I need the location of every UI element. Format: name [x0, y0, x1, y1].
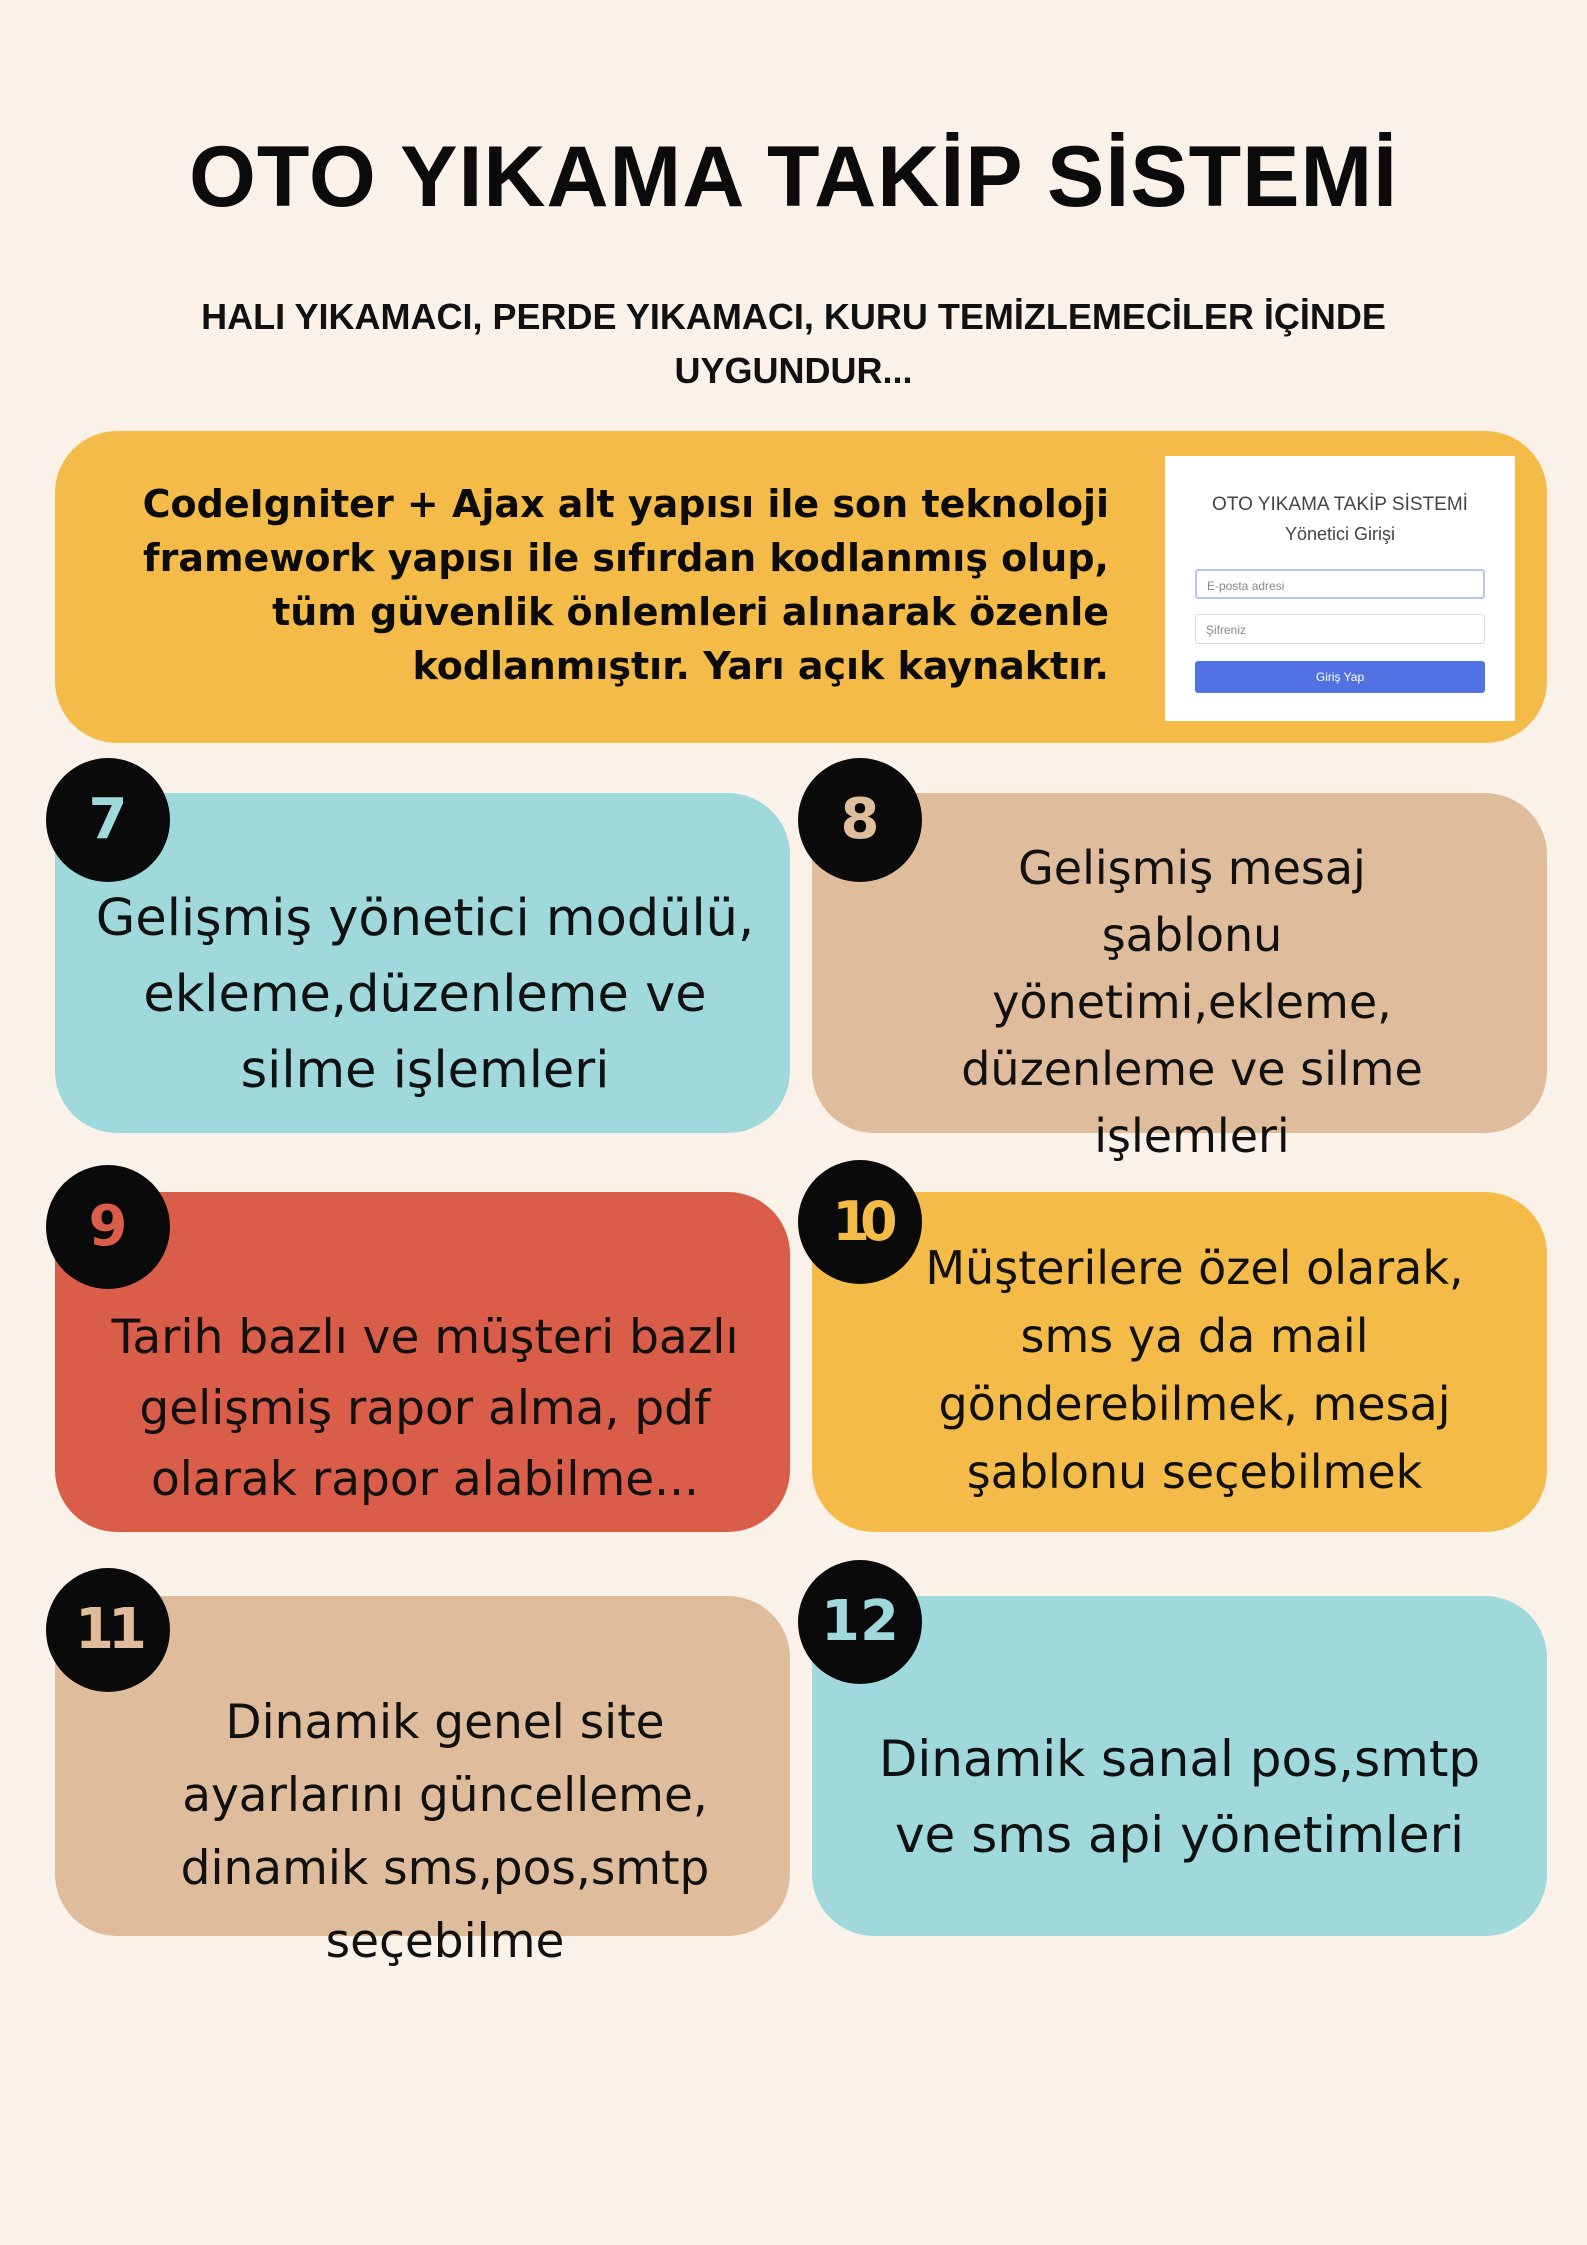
feature-card-7: [55, 793, 790, 1133]
login-password-input[interactable]: Şifreniz: [1195, 614, 1485, 644]
login-preview: [1165, 456, 1515, 721]
feature-card-8: [812, 793, 1547, 1163]
hero-banner: [55, 431, 1547, 743]
feature-number-badge-10: 10: [798, 1160, 922, 1284]
feature-text: Müşterilere özel olarak, sms ya da mail gönderebilmek, mesaj şablonu seçebilmek: [925, 1241, 1464, 1499]
feature-card-12: [812, 1596, 1547, 1936]
feature-number-badge-11: 11: [46, 1568, 170, 1692]
login-preview-title: OTO YIKAMA TAKİP SİSTEMİ: [1212, 494, 1468, 515]
feature-card-10: [812, 1192, 1547, 1532]
hero-description: CodeIgniter + Ajax alt yapısı ile son teknoloji framework yapısı ile sıfırdan kodlanmış olup, tüm güvenlik önlemleri alınarak özenle kodlanmıştır. Yarı açık kaynaktır.: [142, 482, 1109, 688]
page-title: OTO YIKAMA TAKİP SİSTEMİ: [188, 129, 1399, 225]
login-submit-button[interactable]: Giriş Yap: [1195, 661, 1485, 693]
feature-text: Gelişmiş yönetici modülü, ekleme,düzenleme ve silme işlemleri: [95, 889, 755, 1100]
feature-text: Tarih bazlı ve müşteri bazlı gelişmiş rapor alma, pdf olarak rapor alabilme...: [111, 1310, 739, 1507]
feature-number-badge-8: 8: [798, 758, 922, 882]
feature-number-badge-9: 9: [46, 1165, 170, 1289]
feature-text: Dinamik genel site ayarlarını güncelleme, dinamik sms,pos,smtp seçebilme: [180, 1695, 710, 1969]
feature-number-badge-12: 12: [798, 1560, 922, 1684]
feature-text: Dinamik sanal pos,smtp ve sms api yönetimleri: [878, 1730, 1481, 1864]
feature-text: Gelişmiş mesaj şablonu yönetimi,ekleme, düzenleme ve silme işlemleri: [961, 841, 1423, 1163]
feature-number-badge-7: 7: [46, 758, 170, 882]
login-email-input[interactable]: E-posta adresi: [1195, 569, 1485, 599]
login-preview-subtitle: Yönetici Girişi: [1284, 524, 1396, 544]
page-subtitle: HALI YIKAMACI, PERDE YIKAMACI, KURU TEMİZLEMECİLER İÇİNDE UYGUNDUR...: [201, 296, 1386, 391]
